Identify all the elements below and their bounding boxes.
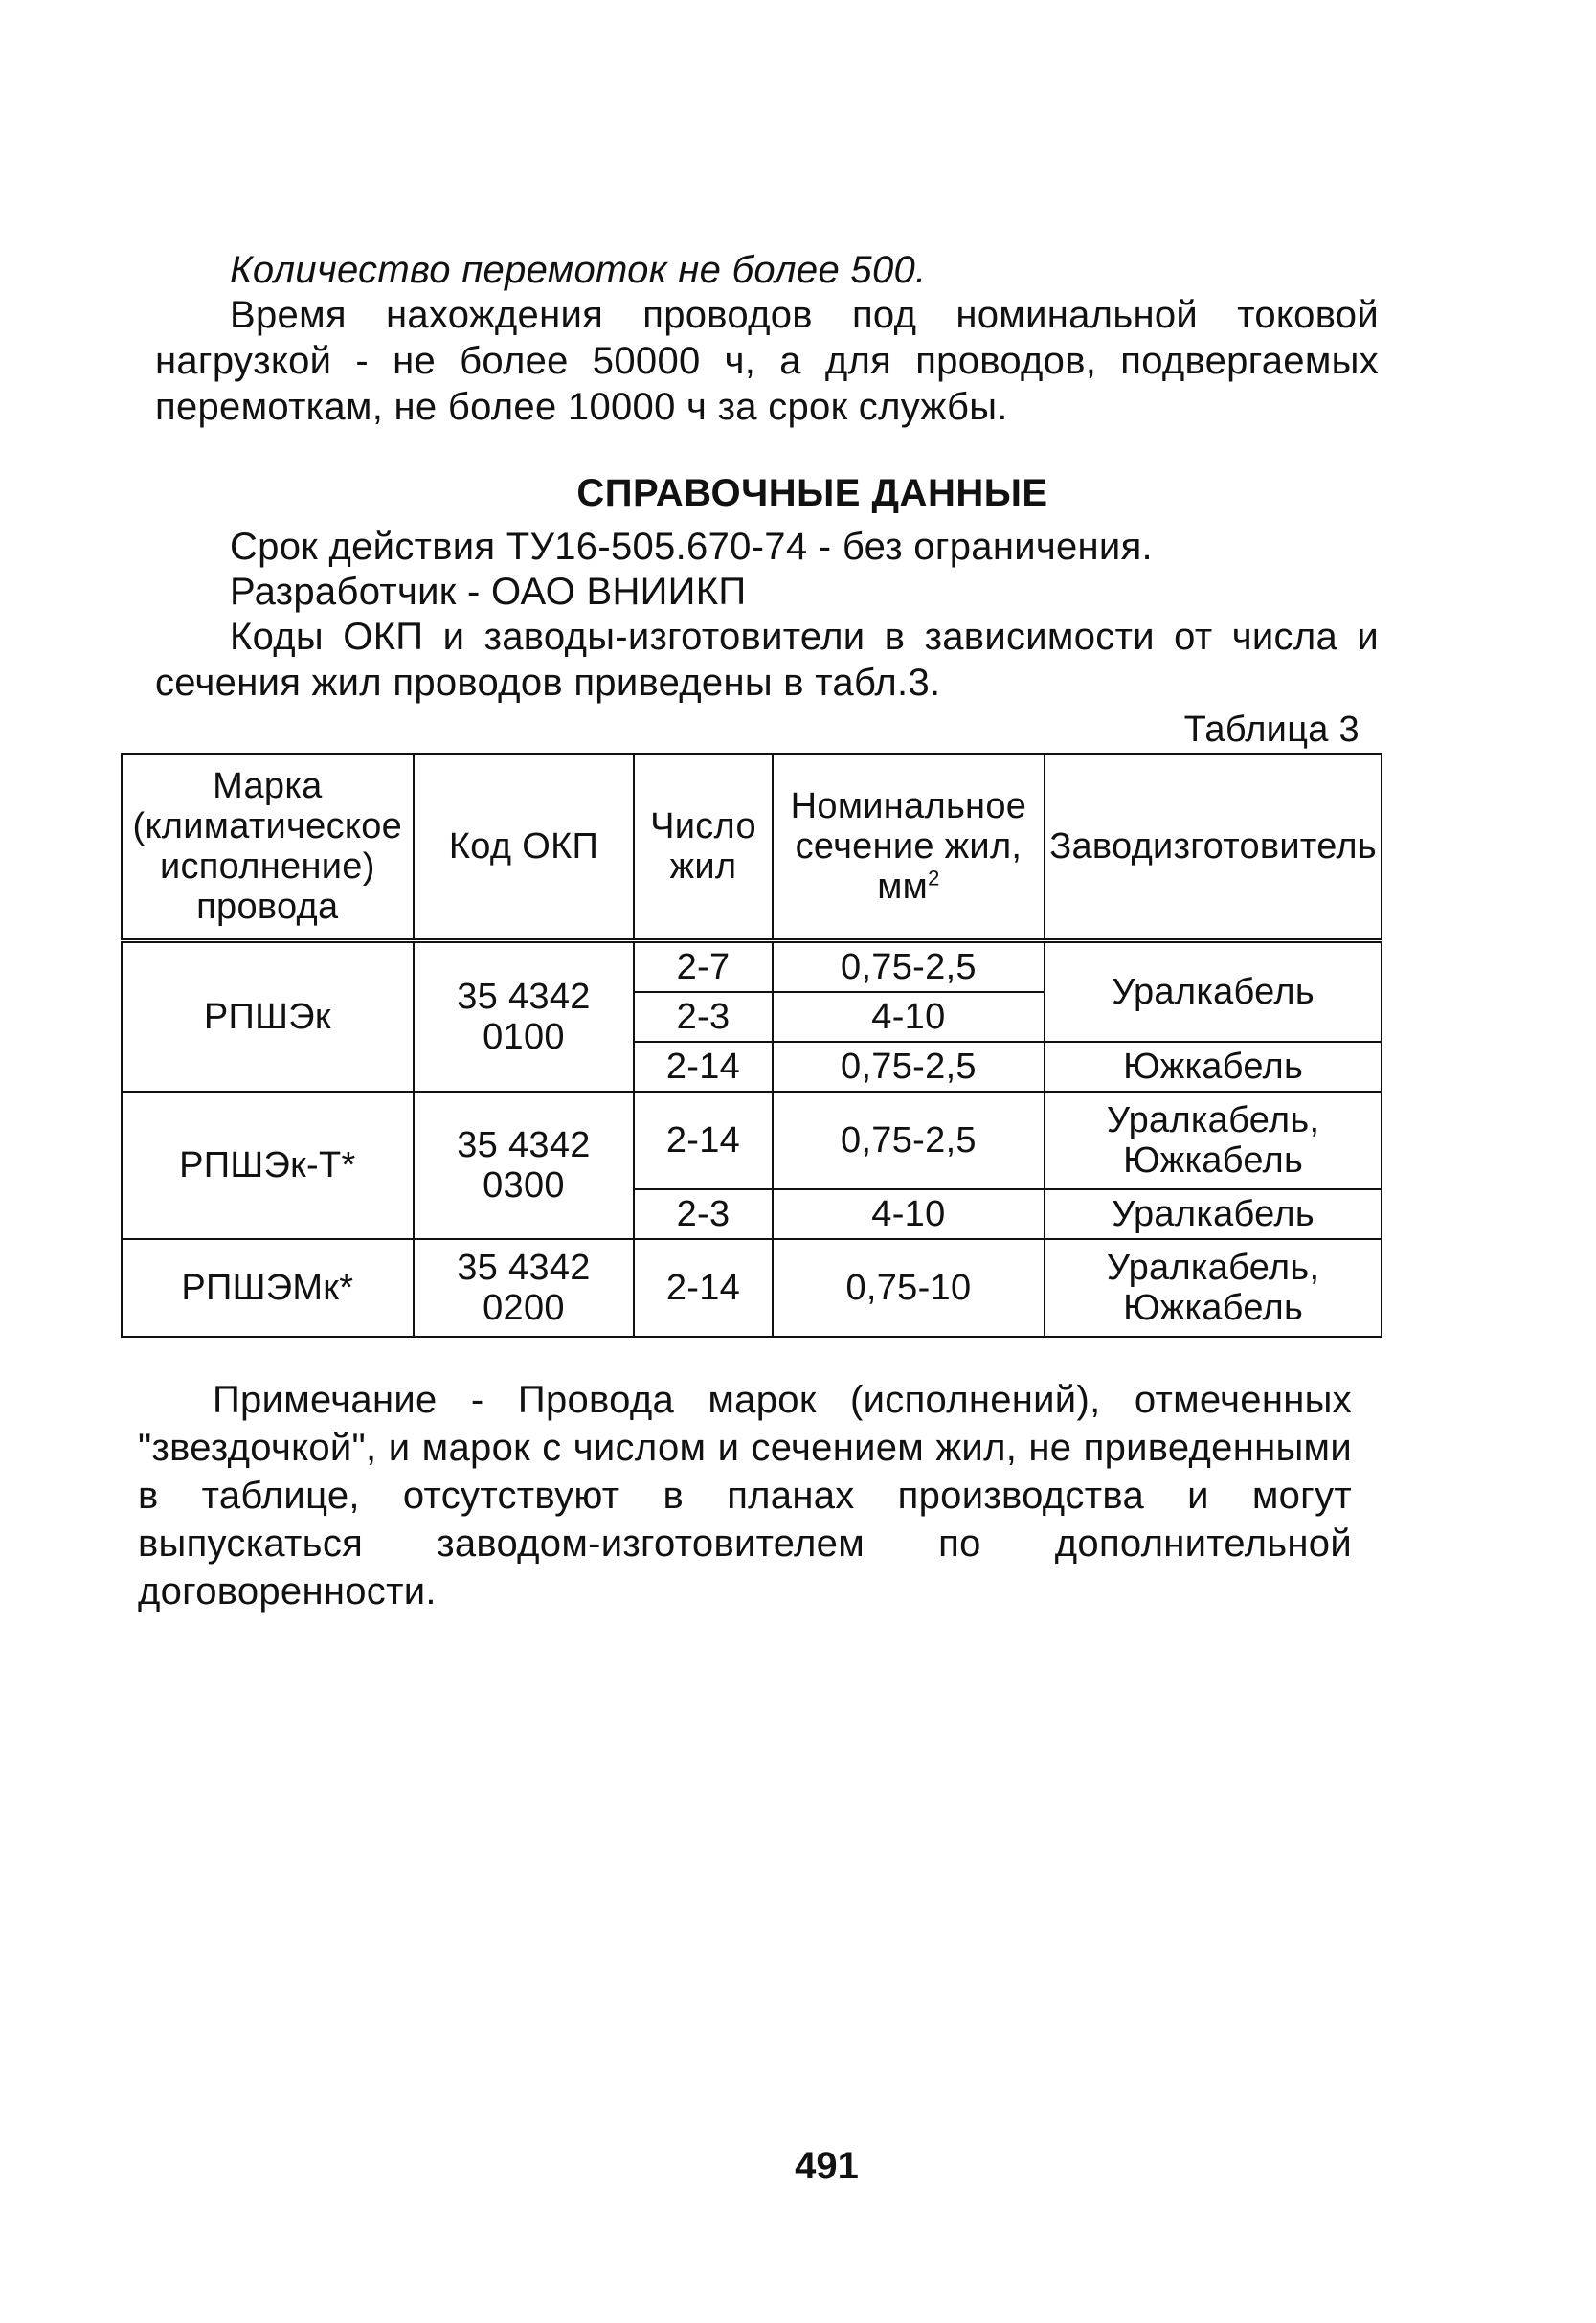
section-cell: 4-10 <box>773 992 1045 1042</box>
section-cell: 0,75-2,5 <box>773 1092 1045 1189</box>
cores-cell: 2-3 <box>634 1189 772 1239</box>
header-section-text: Номинальное сечение жил, мм <box>790 786 1027 907</box>
section-cell: 4-10 <box>773 1189 1045 1239</box>
manufacturer-cell: Уралкабель, Южкабель <box>1045 1092 1382 1189</box>
header-okp: Код ОКП <box>414 754 635 941</box>
table-row <box>122 1239 1382 1337</box>
cores-cell: 2-14 <box>634 1042 772 1092</box>
rewinds-paragraph: Количество перемоток не более 500. <box>230 249 927 291</box>
section-heading: СПРАВОЧНЫЕ ДАННЫЕ <box>576 472 1048 514</box>
manufacturer-cell: Южкабель <box>1045 1042 1382 1092</box>
cores-cell: 2-14 <box>634 1092 772 1189</box>
cores-cell: 2-14 <box>634 1239 772 1337</box>
spec-table <box>121 753 1382 1338</box>
cores-cell: 2-7 <box>634 941 772 993</box>
okp-cell: 35 4342 0100 <box>414 941 635 1093</box>
note-paragraph: Примечание - Провода марок (исполнений), отмеченных "звездочкой", и марок с числом и сечением жил, не приведенными в таблице, отсутствуют в планах производства и могут выпускаться заводом-изготовителем по дополнительной договоренности. <box>138 1379 1352 1613</box>
manufacturer-cell: Уралкабель <box>1045 941 1382 1043</box>
codes-paragraph: Коды ОКП и заводы-изготовители в зависимости от числа и сечения жил проводов приведены в табл.3. <box>155 616 1379 704</box>
header-section-sup: 2 <box>928 866 940 891</box>
brand-cell: РПШЭк-Т* <box>122 1092 414 1239</box>
developer-paragraph: Разработчик - ОАО ВНИИКП <box>230 571 747 613</box>
table-row <box>122 941 1382 993</box>
manufacturer-cell: Уралкабель, Южкабель <box>1045 1239 1382 1337</box>
header-cores: Число жил <box>634 754 772 941</box>
brand-cell: РПШЭк <box>122 941 414 1093</box>
manufacturer-cell: Уралкабель <box>1045 1189 1382 1239</box>
validity-paragraph: Срок действия ТУ16-505.670-74 - без ограничения. <box>230 526 1153 568</box>
header-brand: Марка (климатическое исполнение) провода <box>122 754 414 941</box>
section-cell: 0,75-2,5 <box>773 1042 1045 1092</box>
load-time-paragraph: Время нахождения проводов под номинальной токовой нагрузкой - не более 50000 ч, а для проводов, подвергаемых перемоткам, не более 10000 ч за срок службы. <box>155 294 1379 428</box>
okp-cell: 35 4342 0300 <box>414 1092 635 1239</box>
brand-cell: РПШЭМк* <box>122 1239 414 1337</box>
okp-cell: 35 4342 0200 <box>414 1239 635 1337</box>
page-number: 491 <box>795 2145 859 2187</box>
table-header-row <box>122 754 1382 941</box>
section-cell: 0,75-2,5 <box>773 941 1045 993</box>
table-caption: Таблица 3 <box>1183 710 1360 750</box>
table-row <box>122 1092 1382 1189</box>
cores-cell: 2-3 <box>634 992 772 1042</box>
section-cell: 0,75-10 <box>773 1239 1045 1337</box>
header-manufacturer: Заводизготовитель <box>1045 754 1382 941</box>
header-section <box>773 754 1045 941</box>
